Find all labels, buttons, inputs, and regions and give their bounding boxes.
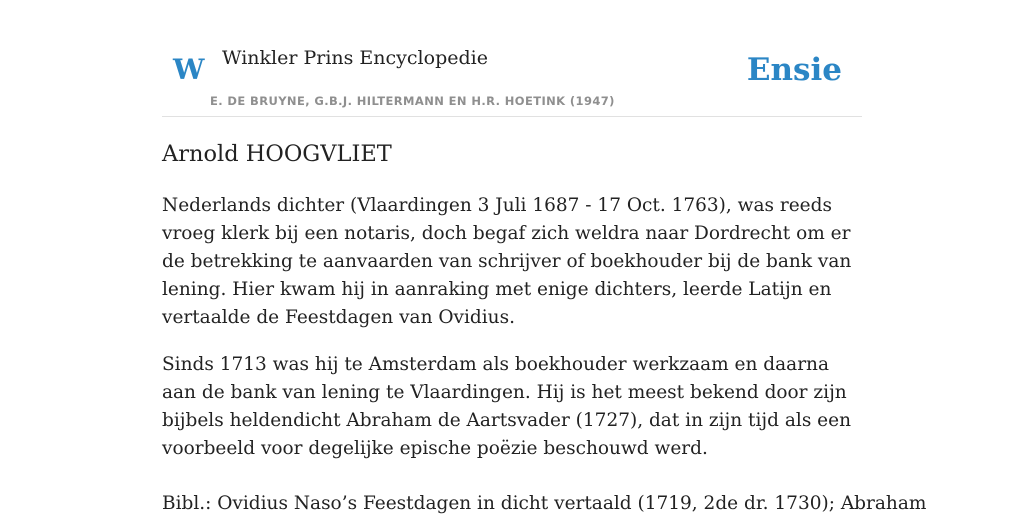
entry-title: Arnold HOOGVLIET [162, 141, 392, 167]
work-authors: E. DE BRUYNE, G.B.J. HILTERMANN EN H.R. HOETINK (1947) [210, 94, 615, 108]
header [162, 0, 862, 117]
entry-paragraph: Sinds 1713 was hij te Amsterdam als boekhouder werkzaam en daarna aan de bank van lening te Vlaardingen. Hij is het meest bekend door zijn bijbels heldendicht Abraham de Aartsvader (1727), dat in zijn tijd als een voorbeeld voor degelijke epische poëzie beschouwd werd. [162, 354, 851, 459]
work-title[interactable]: Winkler Prins Encyclopedie [222, 47, 488, 69]
bibliography-paragraph: Bibl.: Ovidius Naso’s Feestdagen in dicht vertaald (1719, 2de dr. 1730); Abraham [162, 493, 927, 514]
w-logo-icon[interactable]: W [173, 53, 205, 86]
entry-paragraph: Nederlands dichter (Vlaardingen 3 Juli 1687 - 17 Oct. 1763), was reeds vroeg klerk bij een notaris, doch begaf zich weldra naar Dordrecht om er de betrekking te aanvaarden van schrijver of boekhouder bij de bank van lening. Hier kwam hij in aanraking met enige dichters, leerde Latijn en vertaalde de Feestdagen van Ovidius. [162, 195, 852, 328]
ensie-logo-link[interactable]: Ensie [746, 52, 842, 88]
page [162, 0, 927, 514]
